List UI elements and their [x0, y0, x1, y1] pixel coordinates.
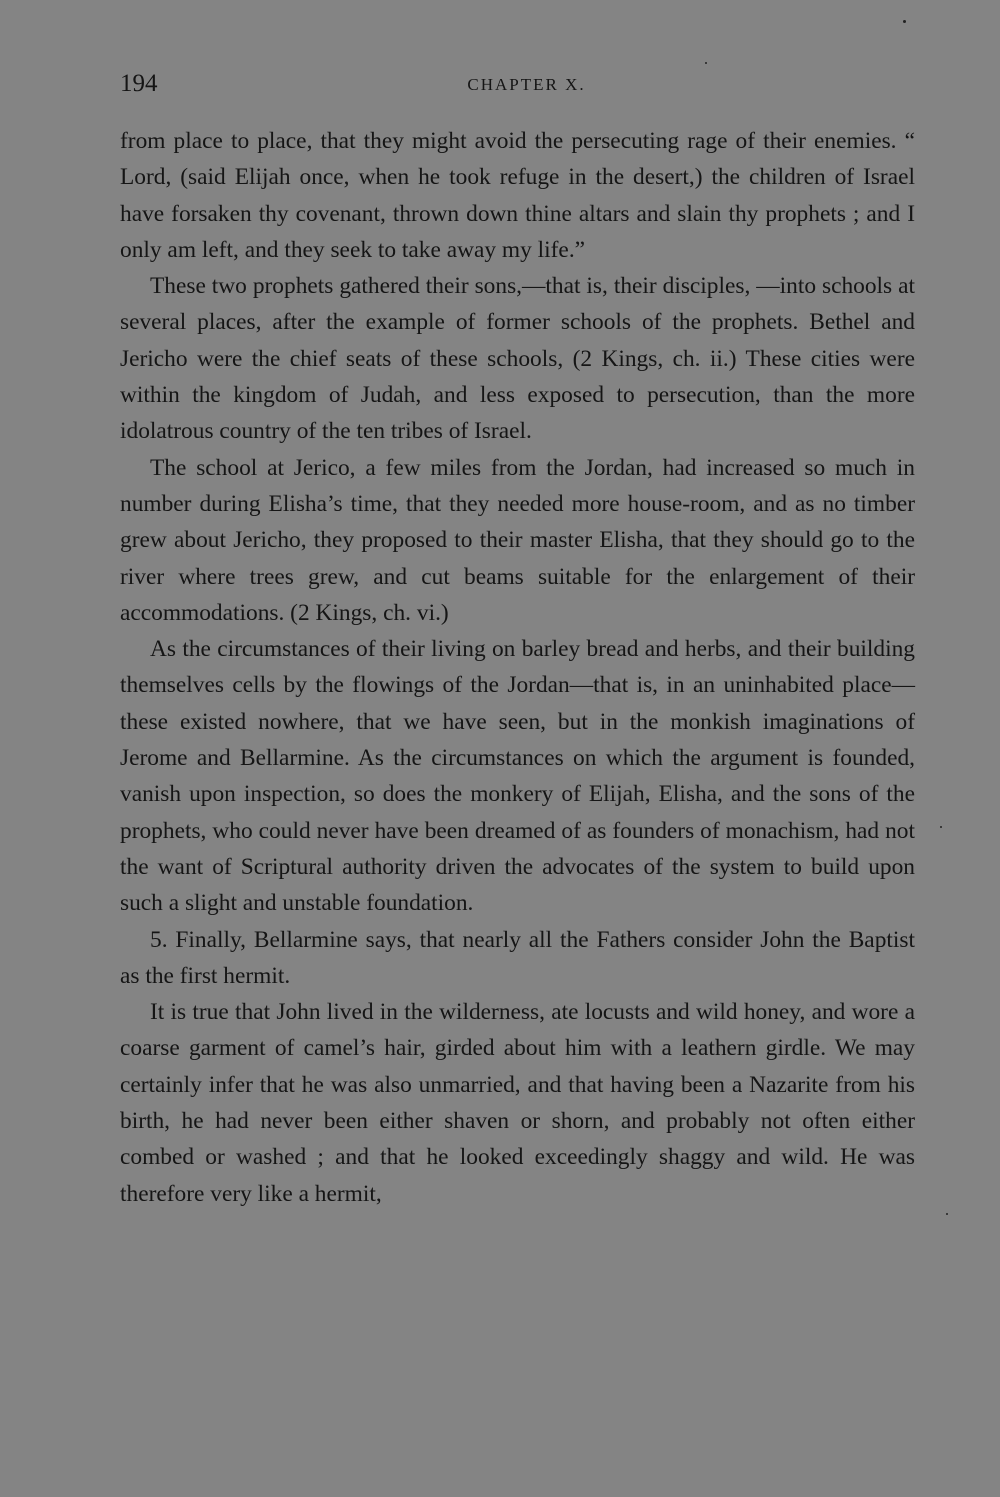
running-head: CHAPTER X.: [467, 75, 586, 94]
page-number: 194: [120, 70, 158, 97]
print-speck: [903, 20, 906, 23]
paragraph-2: These two prophets gathered their sons,—that is, their disciples, —into schools at several places, after the example of former schools of the prophets. Bethel and Jericho were the chief seats of these schools, (2 Kings, ch. ii.) These cities were within the kingdom of Judah, and less exposed to persecution, than the more idolatrous country of the ten tribes of Israel.: [120, 273, 915, 445]
print-speck: [940, 826, 942, 828]
paragraph-6: It is true that John lived in the wilderness, ate locusts and wild honey, and wore a coarse garment of camel’s hair, girded about him with a leathern girdle. We may certainly infer that he was also unmarried, and that having been a Nazarite from his birth, he had never been either shaven or shorn, and probably not often either combed or washed ; and that he looked exceedingly shaggy and wild. He was therefore very like a hermit,: [120, 999, 915, 1207]
body-text: [120, 123, 915, 1212]
paragraph-4: As the circumstances of their living on barley bread and herbs, and their building themselves cells by the flowings of the Jordan—that is, in an uninhabited place—these existed nowhere, that we have seen, but in the monkish imaginations of Jerome and Bellarmine. As the circumstances on which the argument is founded, vanish upon inspection, so does the monkery of Elijah, Elisha, and the sons of the prophets, who could never have been dreamed of as founders of monachism, had not the want of Scriptural authority driven the advocates of the system to build upon such a slight and unstable foundation.: [120, 636, 915, 917]
print-speck: [946, 1213, 948, 1215]
print-speck: [705, 62, 707, 64]
paragraph-3: The school at Jerico, a few miles from the Jordan, had increased so much in number during Elisha’s time, that they needed more house-room, and as no timber grew about Jericho, they proposed to their master Elisha, that they should go to the river where trees grew, and cut beams suitable for the enlargement of their accommodations. (2 Kings, ch. vi.): [120, 454, 915, 626]
page-header: [120, 66, 915, 102]
paragraph-5: 5. Finally, Bellarmine says, that nearly all the Fathers consider John the Baptist as the first hermit.: [120, 926, 915, 989]
paragraph-1: from place to place, that they might avoid the persecuting rage of their enemies. “ Lord, (said Elijah once, when he took refuge in the desert,) the children of Israel have forsaken thy covenant, thrown down thine altars and slain thy prophets ; and I only am left, and they seek to take away my life.”: [120, 128, 915, 263]
